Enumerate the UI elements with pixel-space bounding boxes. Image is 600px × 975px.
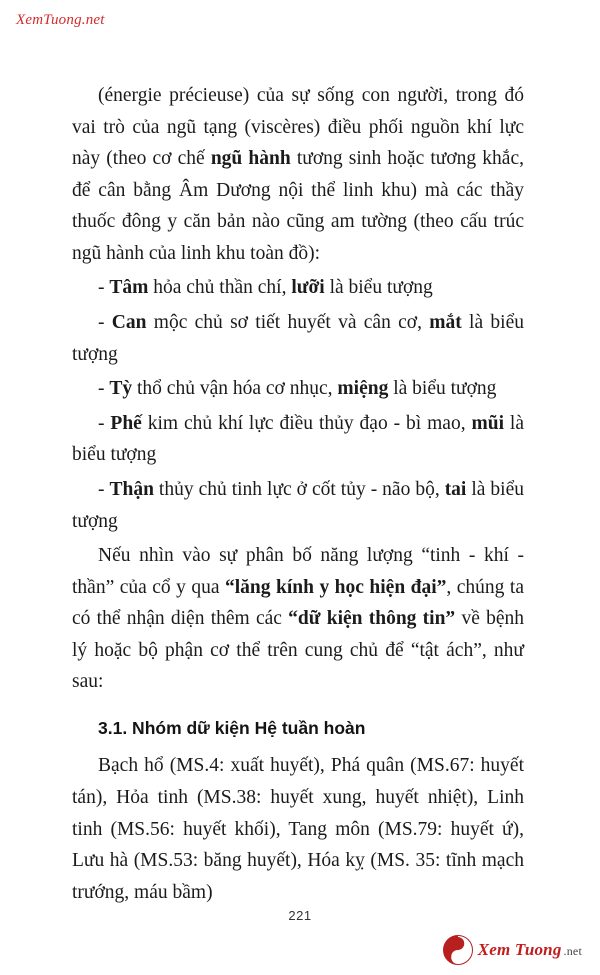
page-number: 221 [288,908,312,923]
paragraph-intro-bold: ngũ hành [210,148,291,170]
paragraph-modern-part2: , chúng ta có thể nhận diện thêm các [72,576,524,630]
organ-name-can: Can [111,312,147,334]
organ-suffix-ty: là biểu tượng [388,378,497,400]
logo-brand: Xem Tuong [477,940,562,959]
bullet-dash: - [98,478,110,500]
organ-name-ty: Tỳ [109,378,133,400]
logo-tld: .net [563,944,582,958]
organ-desc-tam: hỏa chủ thần chí, [148,277,292,299]
organ-name-tam: Tâm [109,277,149,299]
bullet-dash: - [98,412,111,434]
bullet-dash: - [98,312,112,334]
organ-suffix-phe: là biểu tượng [72,412,525,466]
list-item-tam [72,272,524,304]
paragraph-circulatory-stars: Bạch hổ (MS.4: xuất huyết), Phá quân (MS.67: huyết tán), Hỏa tinh (MS.38: huyết xung, huyết nhiệt), Linh tinh (MS.56: huyết khối), Tang môn (MS.79: huyết ứ), Lưu hà (MS.53: băng huyết), Hóa kỵ (MS. 35: tĩnh mạch trướng, máu bầm) [72,755,524,903]
paragraph-modern-lens [72,540,524,698]
bullet-dash: - [98,277,110,299]
section-heading-3-1: 3.1. Nhóm dữ kiện Hệ tuần hoàn [98,717,366,738]
list-item-than [72,474,524,537]
paragraph-modern-part3: về bệnh lý hoặc bộ phận cơ thể trên cung chủ để “tật ách”, như sau: [72,608,525,693]
organ-desc-ty: thổ chủ vận hóa cơ nhục, [132,378,338,400]
paragraph-modern-bold2: “dữ kiện thông tin” [288,608,456,630]
paragraph-modern-bold1: “lăng kính y học hiện đại” [225,576,447,598]
paragraph-intro-part2: tương sinh hoặc tương khắc, để cân bằng Âm Dương nội thể linh khu) mà các thầy thuốc đông y căn bản nào cũng am tường (theo cấu trúc ngũ hành của linh khu toàn đồ): [72,148,524,264]
organ-symbol-than: tai [444,478,467,500]
list-item-phe [72,408,524,471]
organ-desc-than: thủy chủ tinh lực ở cốt tủy - não bộ, [153,478,445,500]
page-content [72,80,524,911]
organ-symbol-can: mắt [429,312,462,334]
paragraph-modern-part1: Nếu nhìn vào sự phân bố năng lượng “tinh - khí - thần” của cổ y qua [72,545,524,598]
paragraph-intro [72,80,524,269]
organ-symbol-ty: miệng [337,378,389,400]
organ-desc-phe: kim chủ khí lực điều thủy đạo - bì mao, [141,412,472,434]
organ-suffix-than: là biểu tượng [72,478,524,532]
organ-symbol-tam: lưỡi [291,277,325,299]
logo-text [478,940,582,960]
paragraph-intro-part1: (énergie précieuse) của sự sống con người, trong đó vai trò của ngũ tạng (viscères) điều phối nguồn khí lực này (theo cơ chế [72,85,524,170]
list-item-ty [72,373,524,405]
bullet-dash: - [98,378,110,400]
organ-suffix-tam: là biểu tượng [324,277,433,299]
watermark-top-text: XemTuong.net [16,12,105,28]
watermark-logo [443,935,582,965]
list-item-can [72,307,524,370]
organ-symbol-phe: mũi [471,412,505,434]
organ-name-than: Thận [109,478,154,500]
yin-yang-icon [443,935,473,965]
organ-desc-can: mộc chủ sơ tiết huyết và cân cơ, [146,312,430,334]
organ-name-phe: Phế [110,412,142,434]
organ-suffix-can: là biểu tượng [72,312,524,365]
